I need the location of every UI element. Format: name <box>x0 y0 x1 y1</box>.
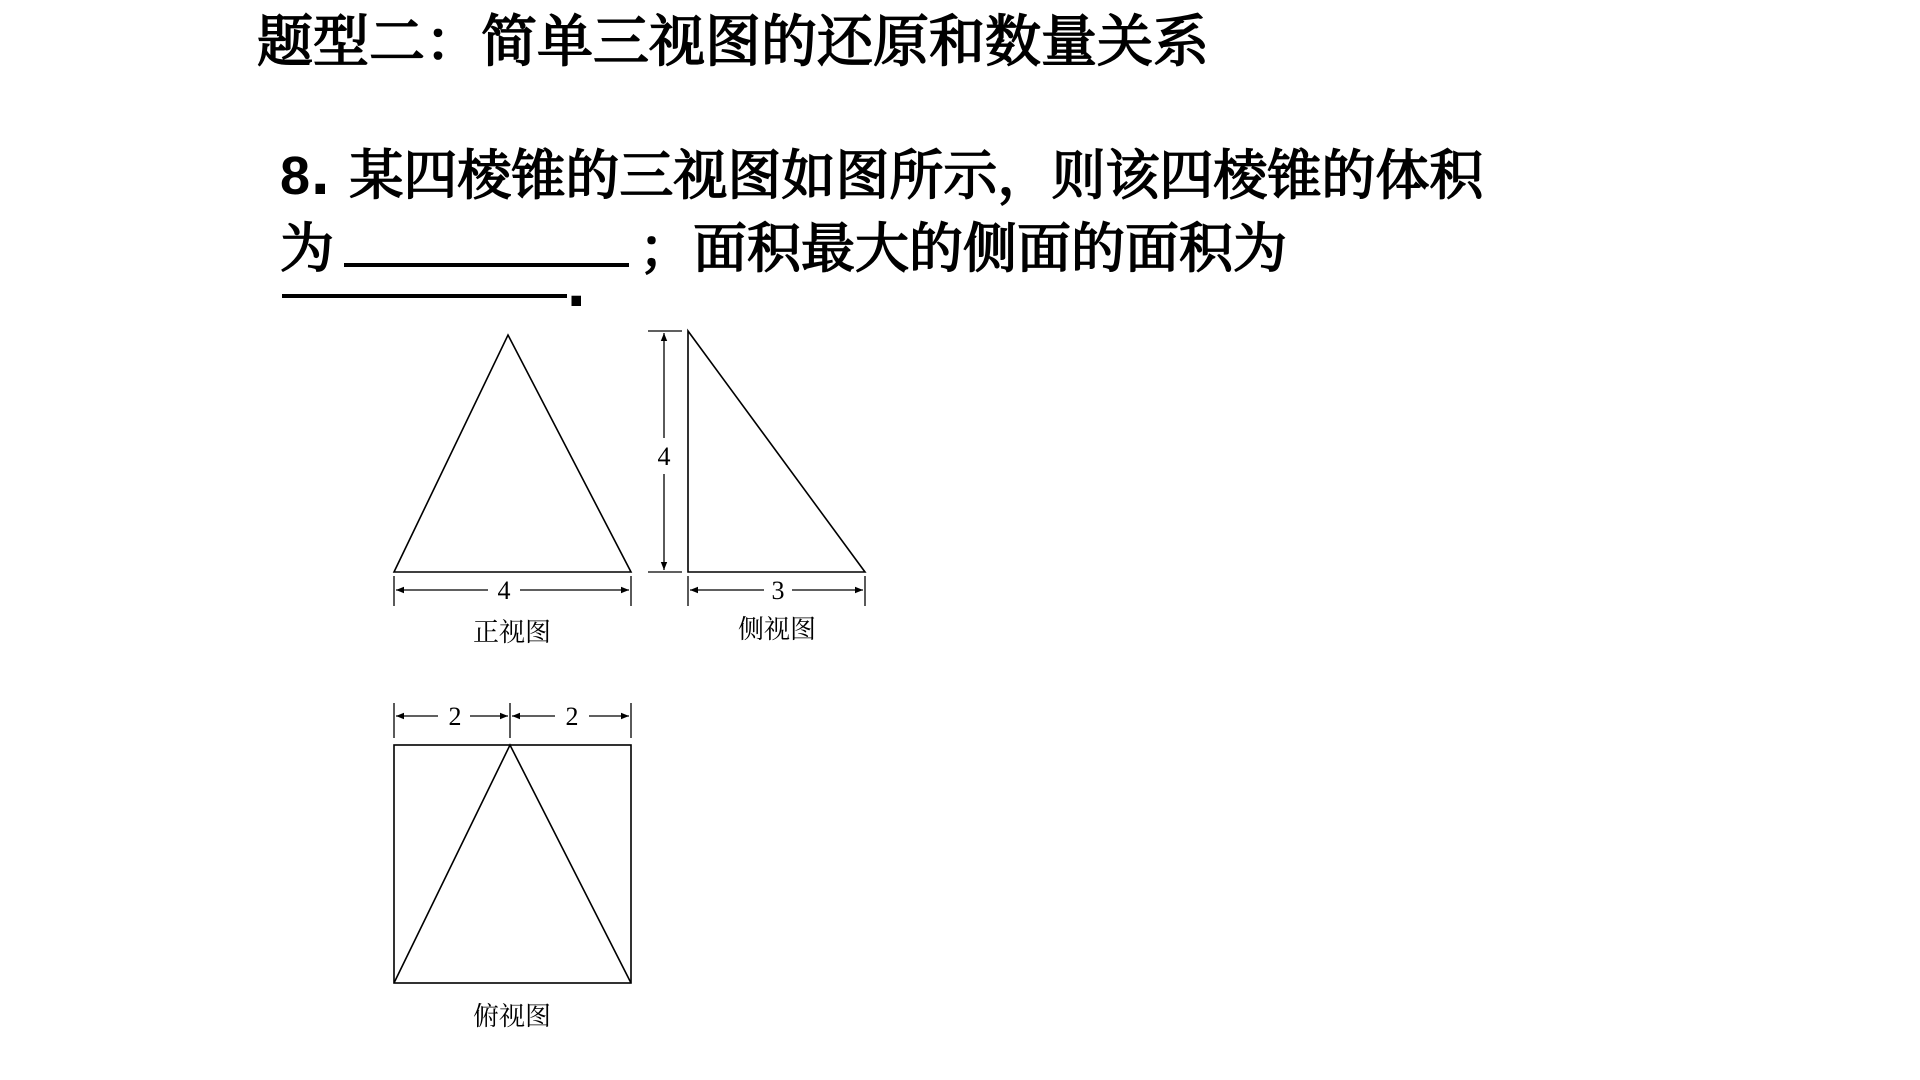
top-view-inner-triangle <box>394 745 631 983</box>
top-view-right-label: 2 <box>565 702 579 731</box>
side-view-width-label: 3 <box>771 576 785 605</box>
problem-number: 8 <box>280 146 311 206</box>
front-view-width-label: 4 <box>497 576 511 605</box>
front-view <box>394 335 631 647</box>
section-heading: 题型二：简单三视图的还原和数量关系 <box>257 10 1209 75</box>
top-view-square <box>394 745 631 983</box>
problem-end-mark: . <box>566 256 587 319</box>
top-view-left-label: 2 <box>448 702 462 731</box>
front-view-caption: 正视图 <box>472 618 552 647</box>
side-view-caption: 侧视图 <box>737 615 817 644</box>
side-view <box>648 331 865 644</box>
side-view-triangle <box>688 331 865 572</box>
top-view <box>394 702 631 1031</box>
side-view-height-label: 4 <box>657 442 671 471</box>
problem-line-1-text: . 某四棱锥的三视图如图所示，则该四棱锥的体积 <box>310 144 1484 207</box>
problem-line-2-prefix: 为 <box>280 217 334 280</box>
problem-line-2-suffix: ；面积最大的侧面的面积为 <box>639 217 1287 280</box>
top-view-caption: 俯视图 <box>472 1002 552 1031</box>
front-view-triangle <box>394 335 631 572</box>
